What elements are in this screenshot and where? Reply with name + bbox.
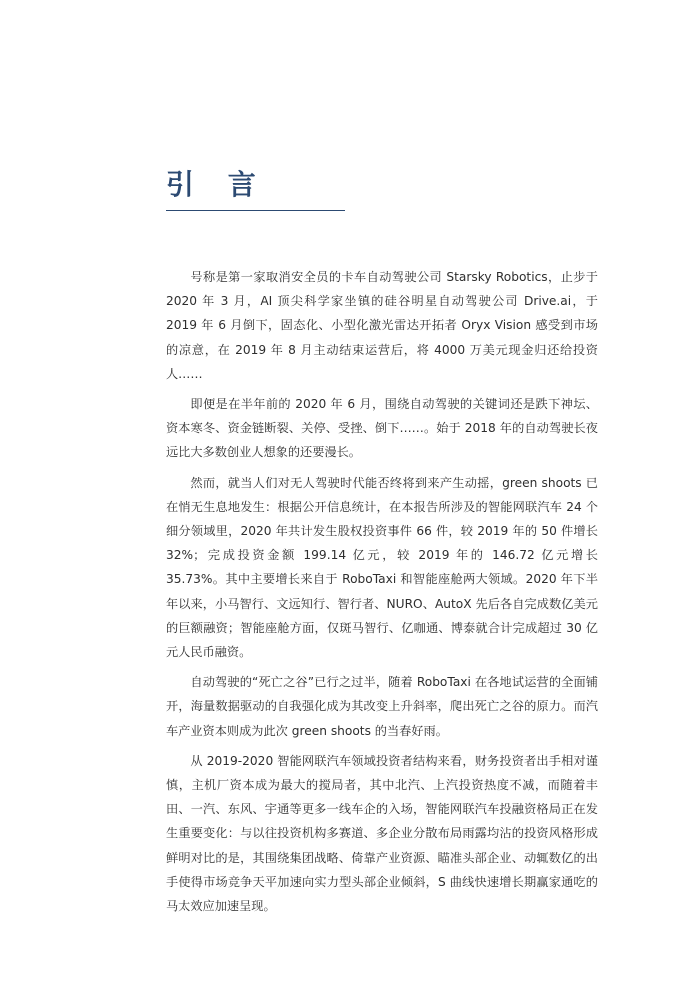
body-text	[166, 265, 598, 924]
paragraph-4: 自动驾驶的“死亡之谷”已行之过半，随着 RoboTaxi 在各地试运营的全面铺开，海量数据驱动的自我强化成为其改变上升斜率，爬出死亡之谷的原力。而汽车产业资本则成为此次 green shoots 的当春好雨。	[166, 675, 598, 738]
paragraph-2: 即便是在半年前的 2020 年 6 月，围绕自动驾驶的关键词还是跌下神坛、资本寒冬、资金链断裂、关停、受挫、倒下……。始于 2018 年的自动驾驶长夜远比大多数创业人想象的还要漫长。	[166, 397, 598, 460]
title-underline	[166, 210, 345, 211]
paragraph-1: 号称是第一家取消安全员的卡车自动驾驶公司 Starsky Robotics，止步于 2020 年 3 月，AI 顶尖科学家坐镇的硅谷明星自动驾驶公司 Drive.ai，于 2019 年 6 月倒下，固态化、小型化激光雷达开拓者 Oryx Vision 感受到市场的凉意，在 2019 年 8 月主动结束运营后，将 4000 万美元现金归还给投资人……	[166, 270, 598, 381]
paragraph-3: 然而，就当人们对无人驾驶时代能否终将到来产生动摇，green shoots 已在悄无生息地发生：根据公开信息统计，在本报告所涉及的智能网联汽车 24 个细分领域里，2020 年共计发生股权投资事件 66 件，较 2019 年的 50 件增长 32%；完成投资金额 199.14 亿元，较 2019 年的 146.72 亿元增长 35.73%。其中主要增长来自于 RoboTaxi 和智能座舱两大领域。2020 年下半年以来，小马智行、文远知行、智行者、NURO、AutoX 先后各自完成数亿美元的巨额融资；智能座舱方面，仅斑马智行、亿咖通、博泰就合计完成超过 30 亿元人民币融资。	[166, 475, 598, 660]
page-title: 引 言	[166, 168, 268, 201]
paragraph-5: 从 2019-2020 智能网联汽车领域投资者结构来看，财务投资者出手相对谨慎，主机厂资本成为最大的搅局者，其中北汽、上汽投资热度不减，而随着丰田、一汽、东风、宇通等更多一线车企的入场，智能网联汽车投融资格局正在发生重要变化：与以往投资机构多赛道、多企业分散布局雨露均沾的投资风格形成鲜明对比的是，其围绕集团战略、倚靠产业资源、瞄准头部企业、动辄数亿的出手使得市场竞争天平加速向实力型头部企业倾斜，S 曲线快速增长期赢家通吃的马太效应加速呈现。	[166, 753, 598, 914]
